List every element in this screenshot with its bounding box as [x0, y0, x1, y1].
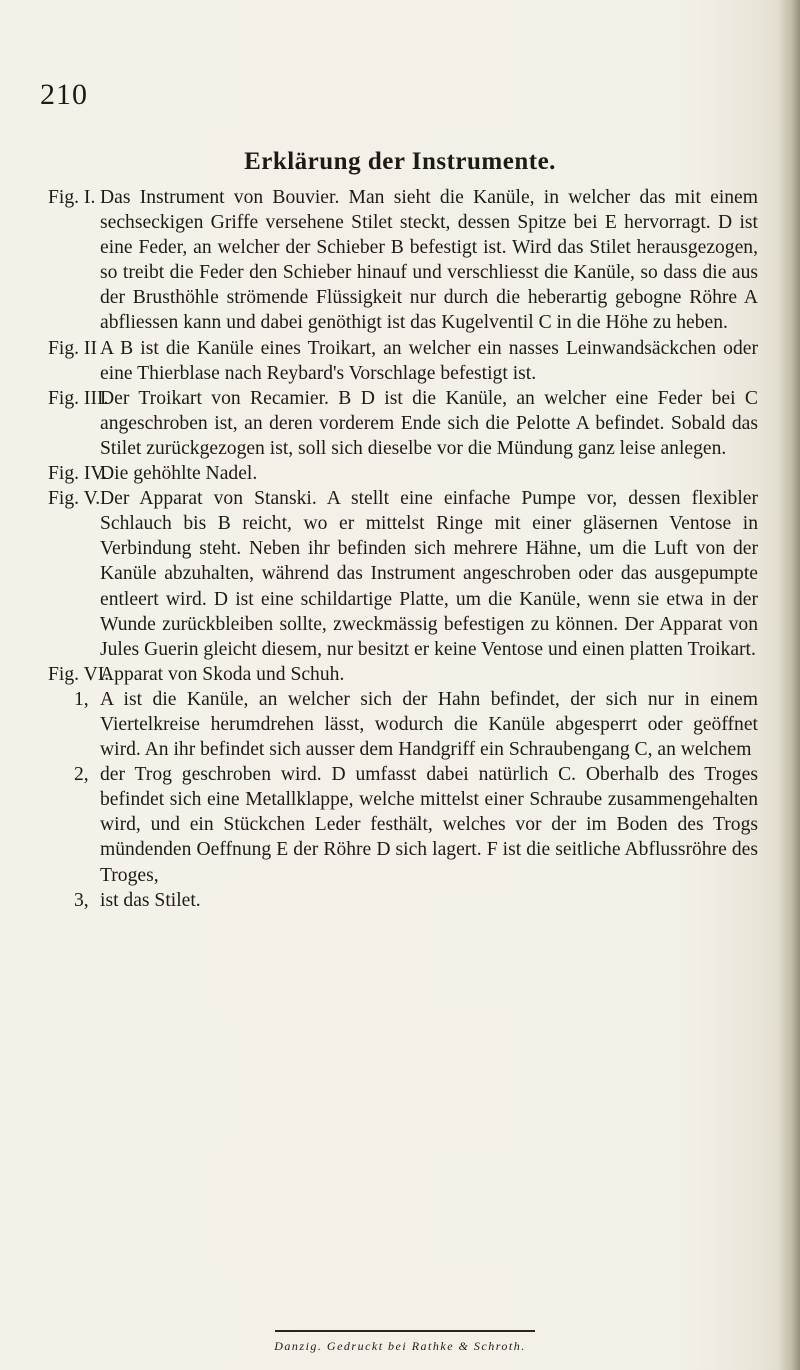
figure-explanations	[48, 185, 758, 913]
entry-label: 1,	[74, 688, 89, 710]
page-edge-shadow	[778, 0, 800, 1370]
entry-fig-4	[48, 461, 758, 486]
entry-text: Der Apparat von Stanski. A stellt eine einfache Pumpe vor, dessen flexibler Schlauch bis B reicht, wo er mittelst Ringe mit einer gläsernen Ventose in Verbindung steht. Neben ihr befinden sich mehrere Hähne, um die Luft von der Kanüle abzuhalten, während das Instrument angeschroben oder das ausgepumpte entleert wird. D ist eine schildartige Platte, um die Kanüle, wenn sie etwa in der Wunde zurückbleiben sollte, zweckmässig befestigen zu können. Der Apparat von Jules Guerin gleicht diesem, nur besitzt er keine Ventose und einen platten Troikart.	[100, 488, 758, 660]
entry-fig-1	[48, 185, 758, 336]
entry-part-3	[48, 888, 758, 913]
entry-label: 3,	[74, 889, 89, 911]
page-heading: Erklärung der Instrumente.	[244, 148, 556, 175]
entry-part-1	[48, 687, 758, 762]
entry-text: A ist die Kanüle, an welcher sich der Hahn befindet, der sich nur in einem Viertelkreise herumdrehen lässt, wodurch die Kanüle abgesperrt oder geöffnet wird. An ihr befindet sich ausser dem Handgriff ein Schraubengang C, an welchem	[100, 688, 758, 761]
entry-part-2	[48, 762, 758, 887]
entry-text: ist das Stilet.	[100, 889, 201, 911]
entry-label: Fig. V.	[48, 488, 101, 510]
entry-label: Fig. II	[48, 337, 97, 359]
entry-text: Die gehöhlte Nadel.	[100, 463, 258, 485]
entry-text: A B ist die Kanüle eines Troikart, an welcher ein nasses Leinwandsäckchen oder eine Thierblase nach Reybard's Vorschlage befestigt ist.	[100, 337, 758, 384]
entry-fig-3	[48, 386, 758, 461]
entry-fig-6	[48, 662, 758, 687]
entry-text: Das Instrument von Bouvier. Man sieht die Kanüle, in welcher das mit einem sechseckigen Griffe versehene Stilet steckt, dessen Spitze bei E hervorragt. D ist eine Feder, an welcher der Schieber B befestigt ist. Wird das Stilet herausgezogen, so treibt die Feder den Schieber hinauf und verschliesst die Kanüle, so dass die aus der Brusthöhle strömende Flüssigkeit nur durch die heberartig gebogne Röhre A abfliessen kann und dabei genöthigt ist das Kugelventil C in die Höhe zu heben.	[100, 187, 758, 334]
entry-label: 2,	[74, 764, 89, 786]
printer-imprint: Danzig. Gedruckt bei Rathke & Schroth.	[274, 1339, 526, 1353]
entry-label: Fig. VI.	[48, 663, 110, 685]
entry-label: Fig. IV.	[48, 463, 107, 485]
entry-label: Fig. III.	[48, 387, 109, 409]
entry-text: der Trog geschroben wird. D umfasst dabei natürlich C. Oberhalb des Troges befindet sich eine Metallklappe, welche mittelst einer Schraube zusammengehalten wird, und ein Stückchen Leder festhält, welches vor der im Boden des Trogs mündenden Oeffnung E der Röhre D sich lagert. F ist die seitliche Abflussröhre des Troges,	[100, 764, 758, 886]
entry-fig-2	[48, 336, 758, 386]
entry-text: Apparat von Skoda und Schuh.	[100, 663, 345, 685]
entry-text: Der Troikart von Recamier. B D ist die Kanüle, an welcher eine Feder bei C angeschroben ist, an deren vorderem Ende sich die Pelotte A befindet. Sobald das Stilet zurückgezogen ist, soll sich dieselbe vor die Mündung ganz leise anlegen.	[100, 387, 758, 459]
entry-label: Fig. I.	[48, 187, 96, 208]
entry-fig-5	[48, 486, 758, 662]
footer-rule	[275, 1330, 535, 1332]
page-number: 210	[40, 78, 88, 111]
